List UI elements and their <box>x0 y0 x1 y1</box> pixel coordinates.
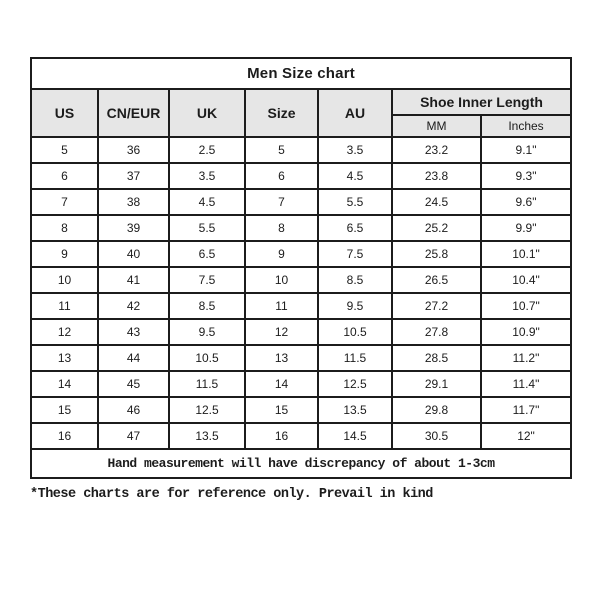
table-footnote: Hand measurement will have discrepancy of about 1-3cm <box>31 449 571 478</box>
cell-mm: 30.5 <box>392 423 481 449</box>
cell-us: 9 <box>31 241 98 267</box>
cell-au: 14.5 <box>318 423 392 449</box>
cell-au: 6.5 <box>318 215 392 241</box>
cell-us: 12 <box>31 319 98 345</box>
cell-mm: 29.8 <box>392 397 481 423</box>
table-footnote-row <box>31 449 571 478</box>
cell-size: 7 <box>245 189 318 215</box>
table-row <box>31 241 571 267</box>
cell-inches: 11.7" <box>481 397 571 423</box>
cell-au: 3.5 <box>318 137 392 163</box>
cell-uk: 8.5 <box>169 293 245 319</box>
col-header-au: AU <box>318 89 392 137</box>
cell-mm: 27.8 <box>392 319 481 345</box>
cell-size: 9 <box>245 241 318 267</box>
cell-uk: 10.5 <box>169 345 245 371</box>
cell-cn-eur: 38 <box>98 189 169 215</box>
cell-cn-eur: 37 <box>98 163 169 189</box>
cell-au: 11.5 <box>318 345 392 371</box>
cell-us: 8 <box>31 215 98 241</box>
cell-uk: 6.5 <box>169 241 245 267</box>
cell-size: 12 <box>245 319 318 345</box>
col-header-us: US <box>31 89 98 137</box>
cell-size: 6 <box>245 163 318 189</box>
table-row <box>31 293 571 319</box>
cell-au: 5.5 <box>318 189 392 215</box>
table-body <box>31 137 571 449</box>
cell-size: 8 <box>245 215 318 241</box>
cell-mm: 28.5 <box>392 345 481 371</box>
cell-cn-eur: 36 <box>98 137 169 163</box>
cell-inches: 10.7" <box>481 293 571 319</box>
cell-cn-eur: 43 <box>98 319 169 345</box>
cell-inches: 12" <box>481 423 571 449</box>
cell-inches: 10.9" <box>481 319 571 345</box>
cell-us: 16 <box>31 423 98 449</box>
cell-mm: 23.2 <box>392 137 481 163</box>
cell-mm: 23.8 <box>392 163 481 189</box>
cell-cn-eur: 44 <box>98 345 169 371</box>
cell-us: 5 <box>31 137 98 163</box>
cell-inches: 9.1" <box>481 137 571 163</box>
table-row <box>31 137 571 163</box>
cell-inches: 9.6" <box>481 189 571 215</box>
cell-inches: 11.4" <box>481 371 571 397</box>
cell-au: 8.5 <box>318 267 392 293</box>
cell-cn-eur: 39 <box>98 215 169 241</box>
table-row <box>31 345 571 371</box>
cell-us: 15 <box>31 397 98 423</box>
cell-cn-eur: 47 <box>98 423 169 449</box>
cell-us: 7 <box>31 189 98 215</box>
col-header-inches: Inches <box>481 115 571 137</box>
cell-inches: 11.2" <box>481 345 571 371</box>
cell-us: 11 <box>31 293 98 319</box>
col-header-uk: UK <box>169 89 245 137</box>
cell-inches: 9.3" <box>481 163 571 189</box>
table-row <box>31 189 571 215</box>
col-header-shoe-inner-length: Shoe Inner Length <box>392 89 571 115</box>
table-title: Men Size chart <box>31 58 571 89</box>
cell-size: 15 <box>245 397 318 423</box>
cell-cn-eur: 42 <box>98 293 169 319</box>
cell-us: 13 <box>31 345 98 371</box>
cell-au: 13.5 <box>318 397 392 423</box>
cell-mm: 26.5 <box>392 267 481 293</box>
cell-us: 6 <box>31 163 98 189</box>
table-row <box>31 267 571 293</box>
table-title-row <box>31 58 571 89</box>
reference-note: *These charts are for reference only. Prevail in kind <box>30 487 433 502</box>
table-header-row <box>31 89 571 115</box>
cell-mm: 25.2 <box>392 215 481 241</box>
men-size-chart-table <box>30 57 572 479</box>
cell-size: 13 <box>245 345 318 371</box>
cell-mm: 24.5 <box>392 189 481 215</box>
table-row <box>31 371 571 397</box>
cell-uk: 7.5 <box>169 267 245 293</box>
cell-uk: 12.5 <box>169 397 245 423</box>
table-row <box>31 215 571 241</box>
cell-au: 9.5 <box>318 293 392 319</box>
cell-cn-eur: 41 <box>98 267 169 293</box>
cell-cn-eur: 40 <box>98 241 169 267</box>
cell-cn-eur: 46 <box>98 397 169 423</box>
cell-uk: 13.5 <box>169 423 245 449</box>
cell-size: 5 <box>245 137 318 163</box>
cell-uk: 2.5 <box>169 137 245 163</box>
cell-au: 4.5 <box>318 163 392 189</box>
cell-au: 10.5 <box>318 319 392 345</box>
cell-au: 7.5 <box>318 241 392 267</box>
cell-uk: 3.5 <box>169 163 245 189</box>
cell-uk: 9.5 <box>169 319 245 345</box>
table-row <box>31 163 571 189</box>
cell-uk: 11.5 <box>169 371 245 397</box>
col-header-mm: MM <box>392 115 481 137</box>
cell-cn-eur: 45 <box>98 371 169 397</box>
cell-mm: 29.1 <box>392 371 481 397</box>
col-header-cn-eur: CN/EUR <box>98 89 169 137</box>
cell-size: 16 <box>245 423 318 449</box>
cell-size: 11 <box>245 293 318 319</box>
table-row <box>31 319 571 345</box>
cell-mm: 27.2 <box>392 293 481 319</box>
cell-size: 10 <box>245 267 318 293</box>
cell-inches: 9.9" <box>481 215 571 241</box>
cell-au: 12.5 <box>318 371 392 397</box>
cell-size: 14 <box>245 371 318 397</box>
table-row <box>31 397 571 423</box>
cell-uk: 4.5 <box>169 189 245 215</box>
cell-inches: 10.1" <box>481 241 571 267</box>
cell-inches: 10.4" <box>481 267 571 293</box>
cell-us: 14 <box>31 371 98 397</box>
cell-us: 10 <box>31 267 98 293</box>
cell-mm: 25.8 <box>392 241 481 267</box>
col-header-size: Size <box>245 89 318 137</box>
table-row <box>31 423 571 449</box>
cell-uk: 5.5 <box>169 215 245 241</box>
